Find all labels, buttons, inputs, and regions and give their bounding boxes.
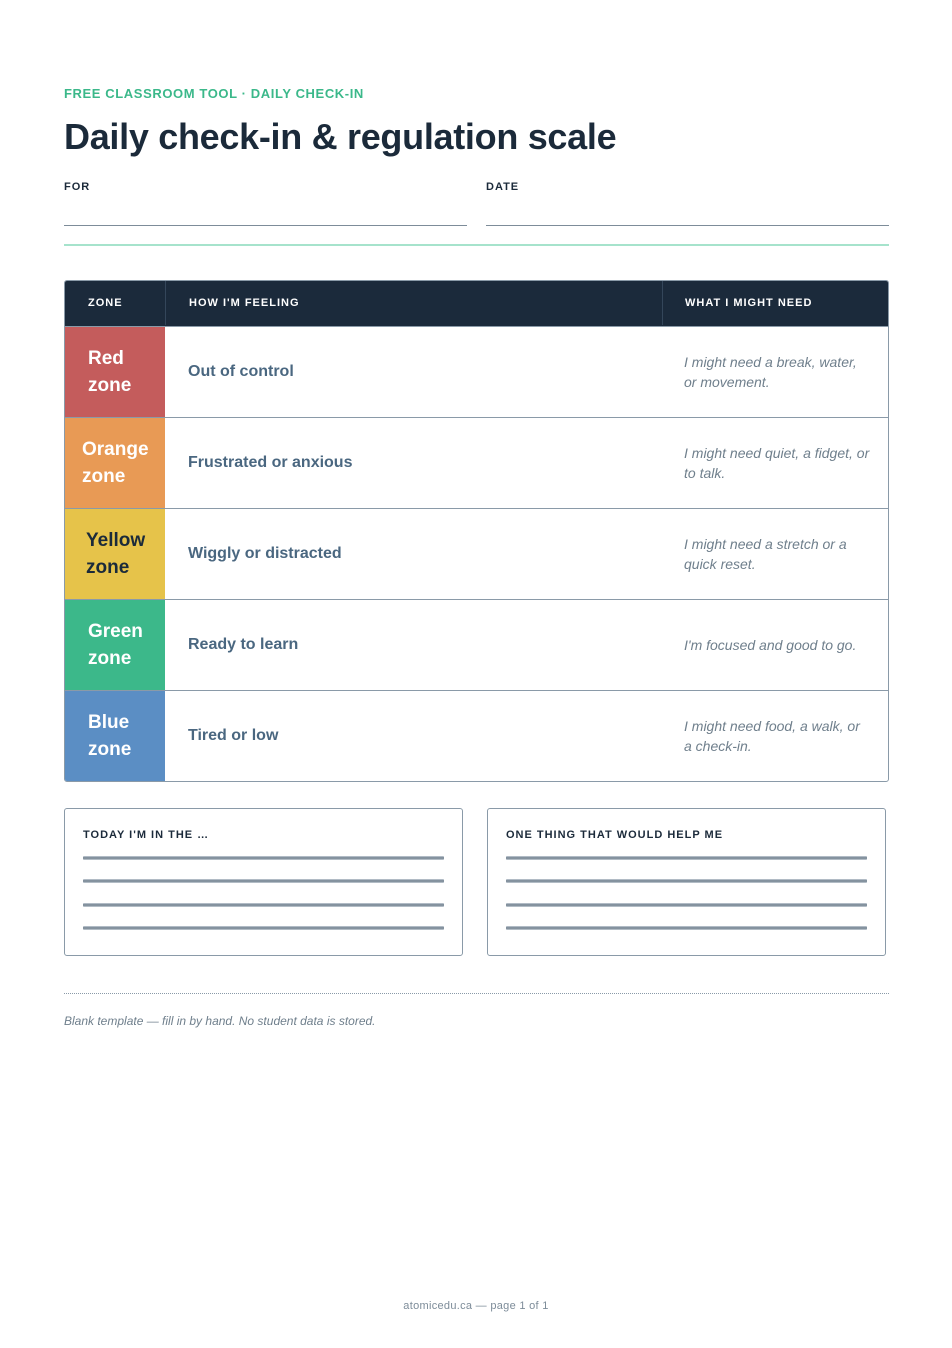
template-note: Blank template — fill in by hand. No student data is stored. [64,1014,376,1028]
page-title: Daily check-in & regulation scale [64,116,617,157]
zone-cell-orange: Orange zone [65,418,165,508]
page-footer: atomicedu.ca — page 1 of 1 [403,1300,549,1312]
zone-cell-green: Green zone [65,600,165,690]
zones-table [64,280,889,782]
write-line[interactable] [506,926,867,930]
write-line[interactable] [83,879,444,883]
zone-row-blue [65,690,888,781]
feeling-cell: Tired or low [188,727,279,744]
zone-row-red [65,326,888,417]
feeling-cell: Wiggly or distracted [188,545,342,562]
need-cell: I might need food, a walk, or a check-in. [684,718,860,754]
today-zone-label: TODAY I'M IN THE … [83,829,210,841]
zone-cell-blue: Blue zone [65,691,165,781]
need-cell: I'm focused and good to go. [684,637,857,653]
zone-row-yellow [65,508,888,599]
dotted-divider [64,993,889,994]
zone-row-green [65,599,888,690]
help-box[interactable] [487,808,886,956]
header-need: WHAT I MIGHT NEED [662,281,888,325]
feeling-cell: Out of control [188,363,294,380]
write-line[interactable] [83,903,444,907]
feeling-cell: Ready to learn [188,636,299,653]
header-divider [64,244,889,246]
for-field[interactable] [64,181,467,193]
write-line[interactable] [83,926,444,930]
write-line[interactable] [83,856,444,860]
need-cell: I might need quiet, a fidget, or to talk. [684,445,870,481]
zone-cell-red: Red zone [65,327,165,417]
date-write-line[interactable] [486,225,889,226]
date-field[interactable] [486,181,889,193]
write-line[interactable] [506,856,867,860]
write-line[interactable] [506,903,867,907]
help-label: ONE THING THAT WOULD HELP ME [506,829,724,841]
eyebrow-label: FREE CLASSROOM TOOL · DAILY CHECK-IN [64,86,364,101]
feeling-cell: Frustrated or anxious [188,454,353,471]
for-label: FOR [64,181,91,193]
today-zone-box[interactable] [64,808,463,956]
need-cell: I might need a break, water, or movement. [684,354,857,390]
header-zone: ZONE [88,297,123,309]
date-label: DATE [486,181,520,193]
header-feeling: HOW I'M FEELING [165,281,662,325]
zone-cell-yellow: Yellow zone [65,509,165,599]
for-write-line[interactable] [64,225,467,226]
zones-table-header [65,281,888,326]
zone-row-orange [65,417,888,508]
need-cell: I might need a stretch or a quick reset. [684,536,847,572]
write-line[interactable] [506,879,867,883]
